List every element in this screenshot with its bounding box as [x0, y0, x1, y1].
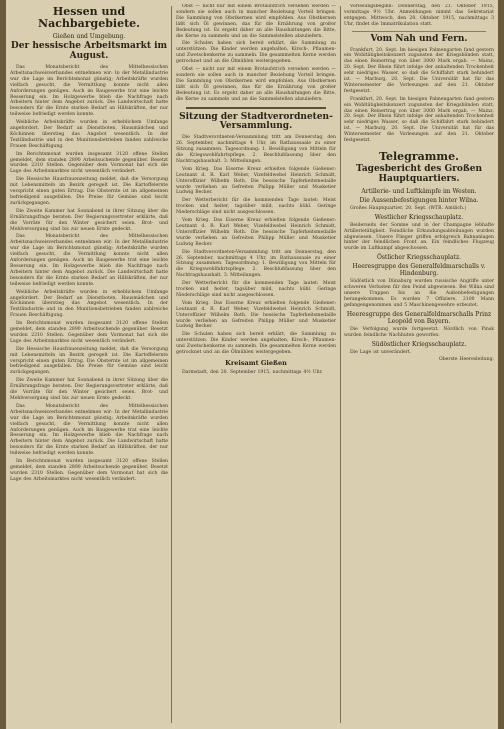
article-body: Das Monatsbericht des Mittelhessischen Arbeitsnachweisverbandes entnehmen wir: In der Metallindustrie war die Lage im Berichtsmonat günstig; Arbeitskräfte wurden vielfach gesucht, die Vermittlung konnte nicht allen Anforderungen genügen. Auch im Baugewerbe trat eine leichte Besserung ein. Im Holzgewerbe blieb die Nachfrage nach Arbeitern hinter dem Angebot zurück. Die Landwirtschaft hatte besonders für die Ernte starken Bedarf an Hilfskräften, der nur teilweise befriedigt werden konnte. Weibliche Arbeitskräfte wurden in erheblichem Umfange angefordert. Der Bedarf an Dienstboten, Hausmädchen und Köchinnen überstieg das Angebot wesentlich. In der Textilindustrie und in den Munitionsbetrieben fanden zahlreiche Frauen Beschäftigung. Im Berichtsmonat wurden insgesamt 3120 offene Stellen gemeldet, dem standen 2890 Arbeitsuchende gegenüber. Besetzt wurden 2310 Stellen. Gegenüber dem Vormonat hat sich die Lage des Arbeitsmarktes nicht wesentlich verändert. Die Hessische Hausfrauenzeitung meldet, daß die Versorgung mit Lebensmitteln im Bezirk geregelt ist. Die Kartoffelernte verspricht einen guten Ertrag. Die Obsternte ist im allgemeinen befriedigend ausgefallen. Die Preise für Gemüse sind leicht zurückgegangen. Die Zweite Kammer hat Sonnabend in ihrer Sitzung über die Ernährungsfrage beraten. Der Regierungsvertreter erklärte, daß die Vorräte für den Winter gesichert seien. Brot- und Mehlversorgung sind bis zur neuen Ernte gedeckt. Das Monatsbericht des Mittelhessischen Arbeitsnachweisverbandes entnehmen wir: In der Metallindustrie war die Lage im Berichtsmonat günstig; Arbeitskräfte wurden vielfach gesucht, die Vermittlung konnte nicht allen Anforderungen genügen. Auch im Baugewerbe trat eine leichte Besserung ein. Im Holzgewerbe blieb die Nachfrage nach Arbeitern hinter dem Angebot zurück. Die Landwirtschaft hatte besonders für die Ernte starken Bedarf an Hilfskräften, der nur teilweise befriedigt werden konnte. Weibliche Arbeitskräfte wurden in erheblichem Umfange angefordert. Der Bedarf an Dienstboten, Hausmädchen und Köchinnen überstieg das Angebot wesentlich. In der Textilindustrie und in den Munitionsbetrieben fanden zahlreiche Frauen Beschäftigung. Im Berichtsmonat wurden insgesamt 3120 offene Stellen gemeldet, dem standen 2890 Arbeitsuchende gegenüber. Besetzt wurden 2310 Stellen. Gegenüber dem Vormonat hat sich die Lage des Arbeitsmarktes nicht wesentlich verändert. Die Hessische Hausfrauenzeitung meldet, daß die Versorgung mit Lebensmitteln im Bezirk geregelt ist. Die Kartoffelernte verspricht einen guten Ertrag. Die Obsternte ist im allgemeinen befriedigend ausgefallen. Die Preise für Gemüse sind leicht zurückgegangen. Die Zweite Kammer hat Sonnabend in ihrer Sitzung über die Ernährungsfrage beraten. Der Regierungsvertreter erklärte, daß die Vorräte für den Winter gesichert seien. Brot- und Mehlversorgung sind bis zur neuen Ernte gedeckt. Das Monatsbericht des Mittelhessischen Arbeitsnachweisverbandes entnehmen wir: In der Metallindustrie war die Lage im Berichtsmonat günstig; Arbeitskräfte wurden vielfach gesucht, die Vermittlung konnte nicht allen Anforderungen genügen. Auch im Baugewerbe trat eine leichte Besserung ein. Im Holzgewerbe blieb die Nachfrage nach Arbeitern hinter dem Angebot zurück. Die Landwirtschaft hatte besonders für die Ernte starken Bedarf an Hilfskräften, der nur teilweise befriedigt werden konnte. Im Berichtsmonat wurden insgesamt 3120 offene Stellen gemeldet, dem standen 2890 Arbeitsuchende gegenüber. Besetzt wurden 2310 Stellen. Gegenüber dem Vormonat hat sich die Lage des Arbeitsmarktes nicht wesentlich verändert. — [10, 64, 168, 482]
column-divider — [340, 6, 341, 723]
article-body: Frankfurt, 20. Sept. Im hiesigen Palmengarten fand gestern ein Wohltätigkeitskonzert zugunsten der Kriegsblinden statt, das einen Reinertrag von über 3000 Mark ergab. — Mainz, 20. Sept. Der Rhein führt infolge der anhaltenden Trockenheit sehr niedriges Wasser, so daß die Schiffahrt stark behindert ist. — Marburg, 20. Sept. Die Universität hat für das Wintersemester die Vorlesungen auf den 21. Oktober festgesetzt. Frankfurt, 20. Sept. Im hiesigen Palmengarten fand gestern ein Wohltätigkeitskonzert zugunsten der Kriegsblinden statt, das einen Reinertrag von über 3000 Mark ergab. — Mainz, 20. Sept. Der Rhein führt infolge der anhaltenden Trockenheit sehr niedriges Wasser, so daß die Schiffahrt stark behindert ist. — Marburg, 20. Sept. Die Universität hat für das Wintersemester die Vorlesungen auf den 21. Oktober festgesetzt. — [344, 47, 494, 144]
report-closing: Oberste Heeresleitung. — [438, 357, 494, 363]
column-middle — [176, 4, 336, 725]
column-divider — [171, 6, 172, 723]
separator — [352, 31, 486, 32]
report-body: Südöstlich von Dünaburg wurden russische Angriffe unter schweren Verlusten für den Feind abgewiesen. Bei Wilna sind unsere Truppen bis an die Außenbefestigungen herangekommen. Es wurden 7 Offiziere, 2100 Mann gefangengenommen und 5 Maschinengewehre erbeutet. — [344, 279, 494, 308]
report-dateline: Großes Hauptquartier, 20. Sept. (WTB. Amtlich.) — [350, 205, 467, 211]
section-subtitle: Gießen und Umgebung. — [52, 33, 126, 41]
notice-body: Die Stadtverordneten-Versammlung tritt am Donnerstag, den 26. September, nachmittags 4 Uhr, im Rathaussaale zu einer Sitzung zusammen. Tagesordnung: 1. Bewilligung von Mitteln für die Kriegswohlfahrtspflege. 2. Beschlußfassung über den Nachtragshaushalt. 3. Mitteilungen. Vom Krieg. Das Eiserne Kreuz erhielten folgende Gießener: Leutnant d. R. Karl Weber, Vizefeldwebel Heinrich Schmidt, Unteroffizier Wilhelm Roth. Die hessische Tapferkeitsmedaille wurde verliehen an Gefreiten Philipp Müller und Musketier Ludwig Becker. Der Wetterbericht für die kommenden Tage lautet: Meist trocken und heiter, tagsüber mild, nachts kühl. Geringe Niederschläge sind nicht ausgeschlossen. Vom Krieg. Das Eiserne Kreuz erhielten folgende Gießener: Leutnant d. R. Karl Weber, Vizefeldwebel Heinrich Schmidt, Unteroffizier Wilhelm Roth. Die hessische Tapferkeitsmedaille wurde verliehen an Gefreiten Philipp Müller und Musketier Ludwig Becker. Die Stadtverordneten-Versammlung tritt am Donnerstag, den 26. September, nachmittags 4 Uhr, im Rathaussaale zu einer Sitzung zusammen. Tagesordnung: 1. Bewilligung von Mitteln für die Kriegswohlfahrtspflege. 2. Beschlußfassung über den Nachtragshaushalt. 3. Mitteilungen. Der Wetterbericht für die kommenden Tage lautet: Meist trocken und heiter, tagsüber mild, nachts kühl. Geringe Niederschläge sind nicht ausgeschlossen. Vom Krieg. Das Eiserne Kreuz erhielten folgende Gießener: Leutnant d. R. Karl Weber, Vizefeldwebel Heinrich Schmidt, Unteroffizier Wilhelm Roth. Die hessische Tapferkeitsmedaille wurde verliehen an Gefreiten Philipp Müller und Musketier Ludwig Becker. Die Schulen haben sich bereit erklärt, die Sammlung zu unterstützen. Die Kinder werden angehalten, Kirsch-, Pflaumen- und Zwetschenkerne zu sammeln. Die gesammelten Kerne werden getrocknet und an die Ölmühlen weitergegeben. — [176, 135, 336, 356]
report-heading: Tagesbericht des Großen Hauptquartiers. — [355, 164, 482, 184]
column-left — [10, 4, 168, 725]
theater-heading: Westlicher Kriegsschauplatz. — [374, 213, 464, 221]
notice-heading: Sitzung der Stadtverordneten-Versammlung. — [179, 111, 333, 132]
report-subheading: Die Aussenbefestigungen hinter Wilna. — [359, 196, 479, 204]
newspaper-page — [6, 0, 498, 729]
army-heading: Heeresgruppe des Generalfeldmarschalls v. Hindenburg. — [352, 263, 486, 278]
telegram-title: Telegramme. — [379, 150, 459, 164]
notice-body: Vorlesungsbeginn: Donnerstag, den 21. Oktober 1915, vormittags 9½ Uhr. Anmeldungen nimmt das Sekretariat entgegen. Mittwoch, den 20. Oktober 1915, nachmittags 3 Uhr, findet die Immatrikulation statt. — [344, 4, 494, 27]
separator — [186, 107, 326, 109]
column-right — [344, 4, 494, 725]
report-body: Beiderseits der Somme und in der Champagne lebhafte Artillerietätigkeit. Feindliche Erkundungsabteilungen wurden abgewiesen. Unsere Flieger griffen erfolgreich Bahnanlagen hinter der feindlichen Front an. Ein feindliches Flugzeug wurde im Luftkampf abgeschossen. — [344, 222, 494, 252]
footer-line: Darmstadt, den 20. September 1915, nachmittags 4½ Uhr. — [182, 370, 323, 375]
theater-heading: Östlicher Kriegsschauplatz. — [376, 254, 462, 262]
signature: Kreisamt Gießen — [225, 359, 287, 367]
section-heading: Vom Nah und Fern. — [370, 33, 468, 44]
report-body: Die Lage ist unverändert. — [350, 349, 412, 355]
report-body: Die Verfolgung wurde fortgesetzt. Nördlich von Pinsk wurden feindliche Nachhuten geworfen. — [344, 326, 494, 338]
article-body: Obst — nicht nur mit einem Brotaufstrich versehen werden — sondern sie sollen auch in mancher Beziehung Vorteil bringen. Die Sammlung von Obstkernen wird empfohlen. Aus Obstkernen läßt sich Öl gewinnen, das für die Ernährung von großer Bedeutung ist. Es ergeht daher an alle Haushaltungen die Bitte, die Kerne zu sammeln und an die Sammelstellen abzuliefern. Die Schulen haben sich bereit erklärt, die Sammlung zu unterstützen. Die Kinder werden angehalten, Kirsch-, Pflaumen- und Zwetschenkerne zu sammeln. Die gesammelten Kerne werden getrocknet und an die Ölmühlen weitergegeben. Obst — nicht nur mit einem Brotaufstrich versehen werden — sondern sie sollen auch in mancher Beziehung Vorteil bringen. Die Sammlung von Obstkernen wird empfohlen. Aus Obstkernen läßt sich Öl gewinnen, das für die Ernährung von großer Bedeutung ist. Es ergeht daher an alle Haushaltungen die Bitte, die Kerne zu sammeln und an die Sammelstellen abzuliefern. — [176, 4, 336, 102]
article-heading: Der hessische Arbeitsmarkt im August. — [10, 41, 168, 62]
report-subheading: Artillerie- und Luftkämpfe im Westen. — [361, 187, 477, 195]
theater-heading: Südöstlicher Kriegsschauplatz. — [371, 340, 467, 348]
army-heading: Heeresgruppe des Generalfeldmarschalls Prinz Leopold von Bayern. — [346, 310, 492, 325]
section-title: Hessen und Nachbargebiete. — [38, 5, 140, 31]
